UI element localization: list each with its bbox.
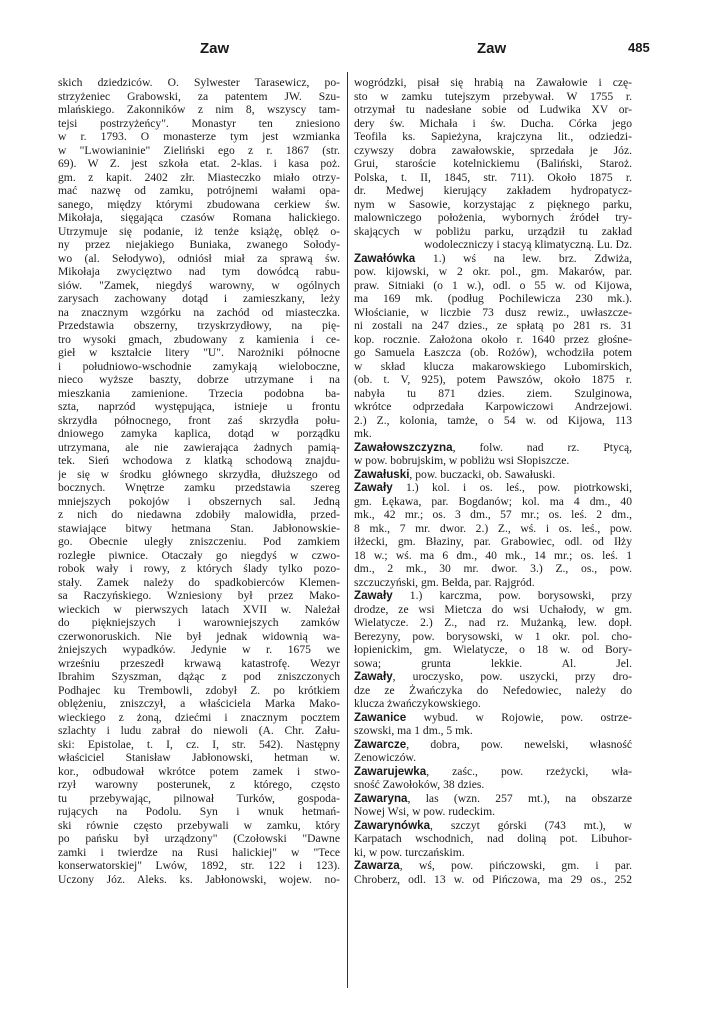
entry-text: 1.) kol. i os. leś., pow. piotrkowski, xyxy=(392,481,632,494)
entry-text: 2.) Z., kolonia, tamże, o 54 w. od Kijowa, 113 xyxy=(354,413,632,427)
text-line xyxy=(354,454,632,468)
text-line: Utrzymuje się podanie, iż tenże książę, oblęż o- xyxy=(58,224,340,238)
text-line: rzył warowny posterunek, z którego, często xyxy=(58,778,340,791)
text-line: zarysach zachowany dotąd i zamieszkany, leży xyxy=(58,292,340,305)
entry-text: Chroberz, odl. 13 w. od Pińczowa, ma 29 os., 252 xyxy=(354,872,632,886)
entry-text: ma 169 mk. (podług Pochilewicza 230 mk.). xyxy=(354,292,632,305)
entry-text: wodoleczniczy i stacyą klimatyczną. Lu. Dz. xyxy=(424,238,632,251)
entry-line xyxy=(354,252,632,266)
text-line: wo (al. Sełodywo), odniósł miał za sprawą św. xyxy=(58,251,340,265)
text-line: stawiające bitwy hetmana Stan. Jabłonowskie- xyxy=(58,521,340,535)
text-line: zamki i twierdze na Rusi halickiej" w "Tece xyxy=(58,845,340,859)
text-line: sanego, między którymi zbudowana cerkiew św. xyxy=(58,197,340,211)
entry-text: , wś, pow. pińczowski, gm. i par. xyxy=(399,859,632,872)
text-line: gieł w kształcie litery "U". Narożniki północne xyxy=(58,346,340,359)
entry-text: nabyła tu 871 dzies. ziem. Szulginowa, xyxy=(354,386,632,400)
text-line xyxy=(354,157,632,171)
text-line xyxy=(354,117,632,131)
text-line xyxy=(354,414,632,428)
entry-text: łopienickim, gm. Wielatycze, o 18 w. od Bory- xyxy=(354,643,632,656)
text-line xyxy=(354,630,632,644)
text-line: stały. Zamek należy do spadkobierców Klemen- xyxy=(58,575,340,589)
text-line xyxy=(354,724,632,738)
column-divider xyxy=(347,72,348,988)
entry-text: czywszy dobra zawałowskie, sprzedała je Józ. xyxy=(354,143,632,157)
entry-headword: Zawały xyxy=(354,670,393,683)
entry-text: Włościanie, w liczbie 73 dusz rewiz., uwłaszcze- xyxy=(354,305,632,319)
text-line xyxy=(354,576,632,590)
text-line: tu przebywając, pilnował Turków, gospoda- xyxy=(58,791,340,805)
text-line: konserwatorskiej" Lwów, 1892, str. 122 i 123). xyxy=(58,859,340,872)
text-line: je się w środku głównego skrzydła, dłuższego od xyxy=(58,467,340,481)
entry-text: mk., 42 mr.; os. 3 dm., 57 mr.; os. leś. 2 dm., xyxy=(354,508,632,521)
entry-text: , dobra, pow. newelski, własność xyxy=(406,737,632,751)
text-line xyxy=(354,603,632,617)
text-line xyxy=(354,103,632,117)
entry-text: ki, w pow. turczańskim. xyxy=(354,845,465,859)
entry-text: ni zostali na 247 dzies., ze spłatą po 281 rs. 31 xyxy=(354,319,632,332)
text-line: wrześniu przeszedł krwawą katastrofę. Wezyr xyxy=(58,656,340,670)
entry-text: praw. Sitniaki (o 1 w.), odl. o 55 w. od Kijowa, xyxy=(354,278,632,292)
text-line: mieszkania zamienione. Trzecia podobna ba- xyxy=(58,386,340,400)
entry-text: Berezyny, pow. borysowski, w 1 okr. pol. cho- xyxy=(354,629,632,643)
text-line xyxy=(354,427,632,441)
entry-text: wkrótce odprzedała Karpowiczowi Andrzejowi. xyxy=(354,400,632,413)
text-line xyxy=(354,333,632,347)
text-line xyxy=(354,697,632,711)
entry-text: Karpatach wschodnich, nad doliną pot. Libuhor- xyxy=(354,832,632,845)
entry-text: otrzymał tu nadesłane sobie od Ludwika XV or- xyxy=(354,103,632,116)
entry-text: w skład klucza makarowskiego Lubomirskich, xyxy=(354,359,632,373)
text-line: rujących na Podolu. Syn i wnuk hetmań- xyxy=(58,805,340,818)
text-line: ski równie często przebywali w zamku, który xyxy=(58,818,340,832)
text-line xyxy=(354,198,632,212)
text-line: czerwonoruskich. Nie był jednak widownią wa- xyxy=(58,629,340,643)
text-line xyxy=(354,535,632,549)
text-line xyxy=(354,387,632,401)
text-line xyxy=(354,643,632,657)
text-line: mlańskiego. Zakonników z nim 8, wszyscy tam- xyxy=(58,103,340,116)
text-line xyxy=(354,373,632,387)
entry-text: skających w pobliżu parku, urządził tu zakład xyxy=(354,224,632,238)
text-line xyxy=(354,751,632,765)
entry-text: Teofila ks. Sapieżyna, krajczyna lit., odziedzi- xyxy=(354,130,632,143)
entry-text: (ob. t. V, 925), potem Pawszów, około 1875 r. xyxy=(354,373,632,386)
entry-text: 1.) wś na lew. brz. Zdwiża, xyxy=(415,251,632,265)
text-line: wieckich w pierwszych latach XVII w. Należał xyxy=(58,602,340,616)
text-line: Przedstawia obszerny, trzyskrzydłowy, na pię- xyxy=(58,319,340,332)
text-line: w r. 1793. O monasterze tym jest wzmianka xyxy=(58,130,340,143)
text-line: ski: Epistolae, t. I, cz. I, str. 542). Następny xyxy=(58,737,340,751)
text-line xyxy=(354,265,632,279)
entry-text: Zenowiczów. xyxy=(354,751,417,764)
text-line: Mikołaja zwycięztwo nad tym dowódcą rabu- xyxy=(58,265,340,278)
text-line: sa Raczyńskiego. Wzniesiony był przez Mako- xyxy=(58,589,340,602)
text-line xyxy=(354,522,632,536)
text-line xyxy=(354,144,632,158)
text-line: mać nazwę od zamku, potrójnemi wałami opa- xyxy=(58,184,340,197)
text-line xyxy=(354,495,632,509)
entry-headword: Zawałowszczyzna xyxy=(354,440,453,454)
entry-text: , pow. buczacki, ob. Sawałuski. xyxy=(409,467,556,481)
text-line: utrzymana, ale nie zawierająca żadnych pamią- xyxy=(58,440,340,454)
page-number: 485 xyxy=(628,40,650,55)
text-line: żniejszych wypadków. Jedynie w r. 1675 we xyxy=(58,643,340,656)
entry-headword: Zawały xyxy=(354,589,393,602)
text-line xyxy=(354,292,632,306)
left-column xyxy=(58,76,340,886)
entry-text: dze ze Żwańczyka do Nefedowiec, należy do xyxy=(354,683,632,697)
text-line: tejsi postrzyżeńcy". Monastyr ten zniesiono xyxy=(58,116,340,130)
text-line: Mikołaja, sięgająca czasów Romana halickiego. xyxy=(58,211,340,224)
text-line xyxy=(354,562,632,576)
text-line: gm. z kapit. 2402 złr. Miasteczko miało otrzy- xyxy=(58,170,340,184)
entry-text: malowniczego położenia, wybornych źródeł try- xyxy=(354,211,632,224)
text-line xyxy=(354,832,632,846)
text-line xyxy=(354,225,632,239)
text-line: 69). W Z. jest szkoła etat. 2-klas. i kasa poż. xyxy=(58,157,340,170)
text-line xyxy=(354,616,632,630)
entry-line xyxy=(354,441,632,455)
entry-headword: Zawarujewka xyxy=(354,764,427,778)
entry-text: Nowej Wsi, w pow. rudeckim. xyxy=(354,805,496,818)
entry-line xyxy=(354,859,632,873)
entry-text: dr. Medwej kierujący zakładem hydropatycz- xyxy=(354,184,632,197)
text-line: go. Obecnie uległy zniszczeniu. Pod zamkiem xyxy=(58,535,340,548)
text-line: do piękniejszych i warowniejszych zamków xyxy=(58,616,340,629)
text-line: kor., odbudował wkrótce potem zamek i stwo- xyxy=(58,764,340,778)
text-line xyxy=(354,171,632,185)
text-line: skich dziedziców. O. Sylwester Tarasewicz, po- xyxy=(58,76,340,89)
text-line: robok wały i rowy, z których ślady tylko pozo- xyxy=(58,562,340,575)
entry-text: pow. kijowski, w 2 okr. pol., gm. Makarów, par. xyxy=(354,265,632,278)
running-header xyxy=(0,40,720,64)
text-line: oblężeniu, zniszczył, a właściciela Marka Mako- xyxy=(58,697,340,710)
text-line xyxy=(354,549,632,563)
text-line xyxy=(354,279,632,293)
text-line xyxy=(354,306,632,320)
text-line: strzyżeniec Grabowski, za patentem JW. Szu- xyxy=(58,89,340,103)
entry-text: wybud. w Rojowie, pow. ostrze- xyxy=(406,710,632,724)
entry-text: 18 w.; wś. ma 6 dm., 40 mk., 14 mr.; os. leś. 1 xyxy=(354,548,632,562)
text-line: szta, naprzód występująca, istnieje u frontu xyxy=(58,400,340,413)
entry-headword: Zawarynówka xyxy=(354,818,431,832)
text-line: Uczony Józ. Aleks. ks. Jabłonowski, wojew. no- xyxy=(58,872,340,886)
entry-text: drodze, ze wsi Mietcza do wsi Uchałody, w gm. xyxy=(354,602,632,616)
text-line: Podhajec ku Trembowli, zdobył Z. po krótkiem xyxy=(58,683,340,697)
text-line: ny przez niejakiego Buniaka, zwanego Sołody- xyxy=(58,238,340,251)
text-line xyxy=(354,90,632,104)
text-line: rozległe piwnice. Otaczały go niegdyś w czwo- xyxy=(58,548,340,562)
text-line: wieckiego z żoną, dziećmi i znacznym pocztem xyxy=(58,710,340,724)
text-line xyxy=(354,211,632,225)
entry-line xyxy=(354,765,632,779)
text-line xyxy=(354,805,632,819)
entry-text: dm., 2 mk., 30 mr. dwor. 3.) Z., os., pow. xyxy=(354,562,632,575)
entry-text: klucza żwańczykowskiego. xyxy=(354,697,481,710)
text-line xyxy=(354,400,632,414)
text-line: szlachty i ludu zabrał do niewoli (A. Chr. Zału- xyxy=(58,724,340,737)
entry-text: szczuczyński, gm. Bełda, par. Rajgród. xyxy=(354,575,535,589)
entry-headword: Zawałuski xyxy=(354,467,410,481)
text-line: tek. Sień wchodowa z klatką schodową znajdu- xyxy=(58,454,340,467)
entry-text: go Samuela Łaszcza (ob. Rożów), wchodziła potem xyxy=(354,346,632,359)
entry-line xyxy=(354,468,632,482)
entry-text: iłżecki, gm. Błaziny, par. Grabowiec, odl. od Iłży xyxy=(354,535,632,548)
entry-text: , las (wzn. 257 mt.), na obszarze xyxy=(407,791,632,805)
header-left-catchword: Zaw xyxy=(200,40,230,57)
text-line xyxy=(354,778,632,792)
text-line: siów. "Zamek, niegdyś warowny, w ogólnych xyxy=(58,278,340,292)
text-line xyxy=(354,873,632,887)
entry-headword: Zawanice xyxy=(354,710,407,724)
entry-text: wogródzki, pisał się hrabią na Zawałowie i czę- xyxy=(354,76,632,89)
entry-text: szowski, ma 1 dm., 5 mk. xyxy=(354,724,473,737)
entry-text: , uroczysko, pow. uszycki, przy dro- xyxy=(392,670,632,683)
entry-line xyxy=(354,792,632,806)
entry-headword: Zawarcze xyxy=(354,737,407,751)
text-line xyxy=(354,846,632,860)
entry-text: sność Zawołoków, 38 dzies. xyxy=(354,778,485,791)
entry-text: w pow. bobrujskim, w pobliżu wsi Słopiszcze. xyxy=(354,454,570,467)
entry-line xyxy=(354,819,632,833)
text-line xyxy=(354,76,632,90)
text-line: skrzydła północnego, front zaś skrzydła połu- xyxy=(58,413,340,427)
text-line: po pańsku był urządzony" (Czołowski "Dawne xyxy=(58,832,340,845)
text-line xyxy=(354,184,632,198)
text-line: Ibrahim Szyszman, dążąc z pod zniszczonych xyxy=(58,670,340,683)
text-line xyxy=(354,360,632,374)
entry-line xyxy=(354,589,632,603)
entry-text: sto w zamku tutejszym przebywał. W 1755 r. xyxy=(354,89,632,103)
text-line: bocznych. Wnętrze zamku przedstawia szereg xyxy=(58,481,340,494)
entry-text: Grui, staroście kotelnickiemu (Baliński, Staroż. xyxy=(354,157,632,170)
entry-text: , zaśc., pow. rzeżycki, wła- xyxy=(426,764,632,778)
entry-headword: Zawały xyxy=(354,481,393,494)
entry-headword: Zawaryna xyxy=(354,791,408,805)
entry-text: dery św. Michała i św. Ducha. Córka jego xyxy=(354,116,632,130)
text-line: mniejszych pokojów i obszernych sal. Jedną xyxy=(58,494,340,508)
entry-headword: Zawarza xyxy=(354,859,400,872)
text-line xyxy=(354,130,632,144)
text-line: z nich do niedawna zdobiły malowidła, przed- xyxy=(58,508,340,521)
entry-headword: Zawałówka xyxy=(354,251,416,265)
text-line: i południowo-wschodnie zamykają wieloboczne, xyxy=(58,359,340,373)
text-line: właściciel Stanisław Jabłonowski, hetman w. xyxy=(58,751,340,764)
entry-line xyxy=(354,670,632,684)
text-line: dniowego zamyka kaplica, dotąd w porządku xyxy=(58,427,340,440)
entry-text: sowa; grunta lekkie. Al. Jel. xyxy=(354,656,632,670)
entry-text: Wielatycze. 2.) Z., nad rz. Mużanką, lew. dopł. xyxy=(354,616,632,629)
text-line xyxy=(354,319,632,333)
text-line xyxy=(354,508,632,522)
entry-line xyxy=(354,711,632,725)
entry-line xyxy=(354,481,632,495)
entry-text: nym w Sasowie, korzystając z pięknego parku, xyxy=(354,197,632,211)
entry-text: kop. rocznie. Założona około r. 1640 przez głośne- xyxy=(354,332,632,346)
right-column xyxy=(354,76,632,886)
text-line xyxy=(354,238,632,252)
text-line xyxy=(354,657,632,671)
text-line: tro wysoki gmach, zbudowany z kamienia i ce- xyxy=(58,332,340,346)
entry-line xyxy=(354,738,632,752)
entry-text: 1.) karczma, pow. borysowski, przy xyxy=(392,589,632,602)
header-right-catchword: Zaw xyxy=(477,40,507,57)
text-line xyxy=(354,684,632,698)
entry-text: mk. xyxy=(354,427,372,440)
text-line: w "Lwowianinie" Zieliński ego z r. 1867 (str. xyxy=(58,143,340,157)
entry-text: , szczyt górski (743 mt.), w xyxy=(430,818,632,832)
entry-text: , folw. nad rz. Ptycą, xyxy=(452,440,632,454)
text-line: nieco wyższe baszty, dobrze utrzymane i na xyxy=(58,373,340,386)
entry-text: gm. Łękawa, par. Bogdanów; kol. ma 4 dm., 40 xyxy=(354,494,632,508)
text-line xyxy=(354,346,632,360)
entry-text: 8 mk., 7 mr. dwor. 2.) Z., wś. i os. leś., pow. xyxy=(354,521,632,535)
entry-text: Polska, t. II, 1845, str. 711). Około 1875 r. xyxy=(354,170,632,184)
text-line: na znacznym wzgórku na zachód od miasteczka. xyxy=(58,305,340,319)
